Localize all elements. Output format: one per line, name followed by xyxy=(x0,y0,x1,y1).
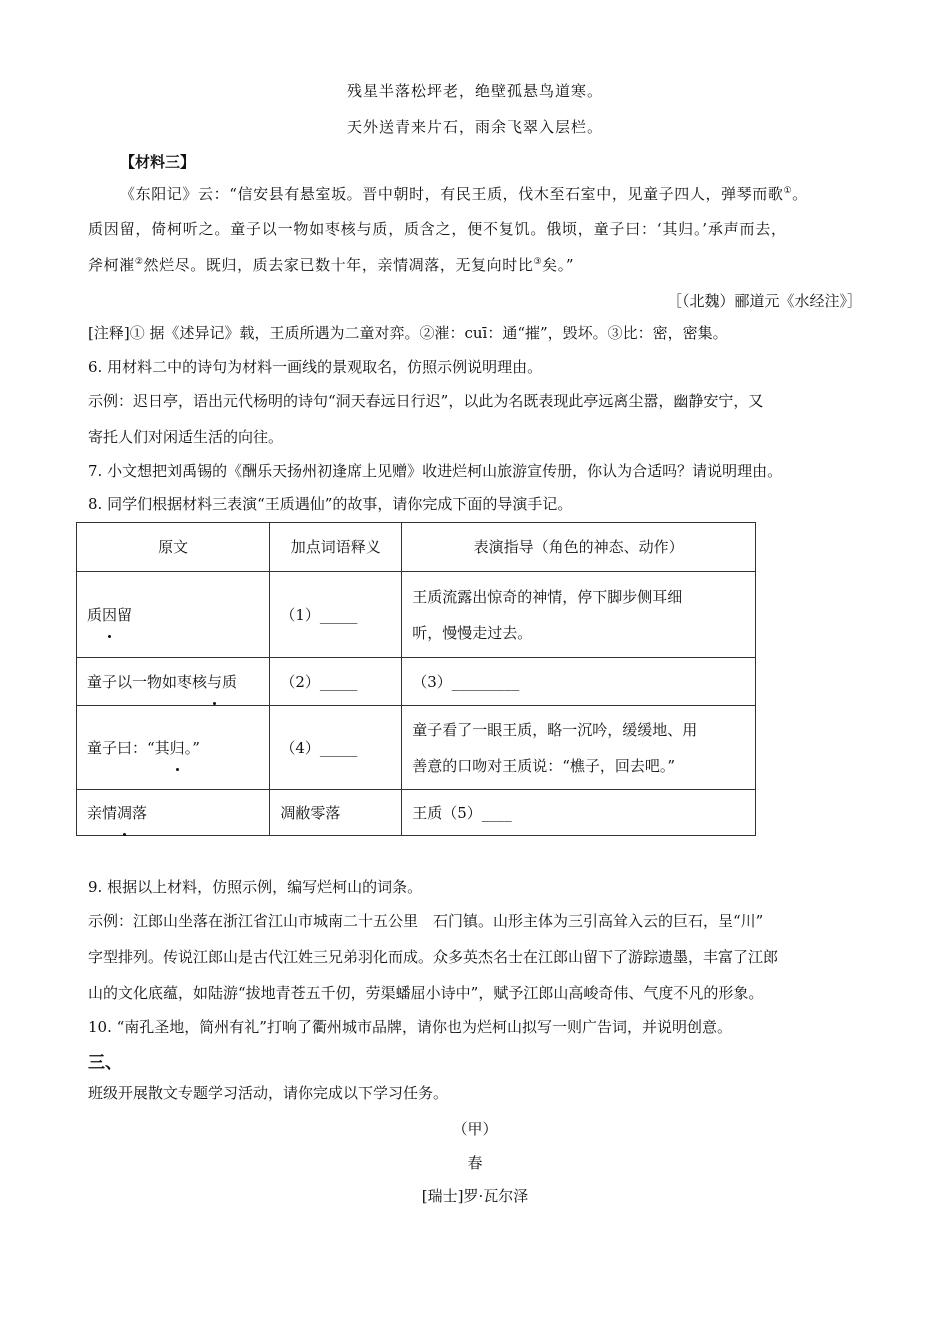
material3-source: ［（北魏）郦道元《水经注》］ xyxy=(666,292,862,310)
poem-line-1: 残星半落松坪老，绝壁孤悬鸟道寒。 xyxy=(346,82,603,100)
table-cell-guide: 童子看了一眼王质，略一沉吟，缓缓地、用 善意的口吻对王质说：“樵子，回去吧。” xyxy=(402,706,756,790)
material3-paragraph-line-3 xyxy=(88,254,574,275)
reading-author: [瑞士]罗·瓦尔泽 xyxy=(421,1187,529,1205)
table-cell-guide[interactable]: （3）_________ xyxy=(402,658,756,706)
material3-annotation: [注释]① 据《述异记》载，王质所遇为二童对弈。②漼：cuī：通“摧”，毁坏。③比：密，密集。 xyxy=(88,324,728,342)
poem-line-2: 天外送青来片石，雨余飞翠入层栏。 xyxy=(346,118,603,136)
section-3-intro: 班级开展散文专题学习活动，请你完成以下学习任务。 xyxy=(88,1084,449,1102)
material3-paragraph-line-2: 质因留，倚柯听之。童子以一物如枣核与质，质含之，便不复饥。俄顷，童子曰：‘其归。’承声而去， xyxy=(88,220,787,238)
director-notes-table xyxy=(76,522,756,836)
table-row xyxy=(77,658,756,706)
table-header-row xyxy=(77,523,756,572)
reading-part-label: （甲） xyxy=(452,1120,498,1138)
note-marker-2: ② xyxy=(134,257,144,267)
question-9-example-line-2: 字型排列。传说江郎山是古代江姓三兄弟羽化而成。众多英杰名士在江郎山留下了游踪遗墨，丰富了江郎 xyxy=(88,948,779,966)
material3-text: 。 xyxy=(792,185,808,203)
table-cell-guide[interactable]: 王质（5）____ xyxy=(402,790,756,836)
dotted-word: 与 xyxy=(207,664,222,700)
table-cell-original: 童子曰：“其归。” xyxy=(77,706,270,790)
material3-paragraph-line-1 xyxy=(88,183,808,204)
table-header-meaning: 加点词语释义 xyxy=(270,523,402,572)
dotted-word: 凋 xyxy=(117,795,132,831)
note-marker-3: ③ xyxy=(533,257,543,267)
note-marker-1: ① xyxy=(783,186,793,196)
reading-title: 春 xyxy=(467,1154,483,1172)
question-6: 6. 用材料二中的诗句为材料一画线的景观取名，仿照示例说明理由。 xyxy=(88,358,543,376)
material3-text: 斧柯漼 xyxy=(88,256,135,274)
question-9-example-line-3: 山的文化底蕴，如陆游“拔地青苍五千仞，劳渠蟠屈小诗中”，赋予江郎山高峻奇伟、气度不凡的形象。 xyxy=(88,984,764,1002)
question-6-example-line-2: 寄托人们对闲适生活的向往。 xyxy=(88,428,284,446)
question-9: 9. 根据以上材料，仿照示例，编写烂柯山的词条。 xyxy=(88,878,423,896)
table-cell-original: 质因留 xyxy=(77,572,270,658)
table-row xyxy=(77,706,756,790)
material3-text: 矣。” xyxy=(542,256,575,274)
dotted-word: 因 xyxy=(102,597,117,633)
table-cell-meaning: 凋敝零落 xyxy=(270,790,402,836)
table-row xyxy=(77,790,756,836)
table-header-guide: 表演指导（角色的神态、动作） xyxy=(402,523,756,572)
question-8: 8. 同学们根据材料三表演“王质遇仙”的故事，请你完成下面的导演手记。 xyxy=(88,495,573,513)
question-9-example-line-1: 示例：江郎山坐落在浙江省江山市城南二十五公里 石门镇。山形主体为三引高耸入云的巨石，呈“川” xyxy=(88,912,764,930)
table-cell-meaning[interactable]: （1）_____ xyxy=(270,572,402,658)
table-row xyxy=(77,572,756,658)
table-cell-meaning[interactable]: （4）_____ xyxy=(270,706,402,790)
material3-heading: 【材料三】 xyxy=(120,153,196,171)
table-header-original: 原文 xyxy=(77,523,270,572)
question-6-example-line-1: 示例：迟日亭，语出元代杨明的诗句“洞天春远日行迟”，以此为名既表现此亭远离尘嚣，幽静安宁，又 xyxy=(88,392,764,410)
table-cell-meaning[interactable]: （2）_____ xyxy=(270,658,402,706)
question-10: 10. “南孔圣地，简州有礼”打响了衢州城市品牌，请你也为烂柯山拟写一则广告词，并说明创意。 xyxy=(88,1018,732,1036)
table-cell-guide: 王质流露出惊奇的神情，停下脚步侧耳细 听，慢慢走过去。 xyxy=(402,572,756,658)
table-cell-original: 童子以一物如枣核与质 xyxy=(77,658,270,706)
material3-text: 然烂尽。既归，质去家已数十年，亲情凋落，无复向时比 xyxy=(143,256,534,274)
material3-text: 《东阳记》云：“信安县有悬室坂。晋中朝时，有民王质，伐木至石室中，见童子四人，弹琴而歌 xyxy=(120,185,784,203)
table-cell-original: 亲情凋落 xyxy=(77,790,270,836)
section-3-heading: 三、 xyxy=(88,1053,122,1073)
question-7: 7. 小文想把刘禹锡的《酬乐天扬州初逢席上见赠》收进烂柯山旅游宣传册，你认为合适吗？请说明理由。 xyxy=(88,462,783,480)
dotted-word: 归 xyxy=(170,730,185,766)
